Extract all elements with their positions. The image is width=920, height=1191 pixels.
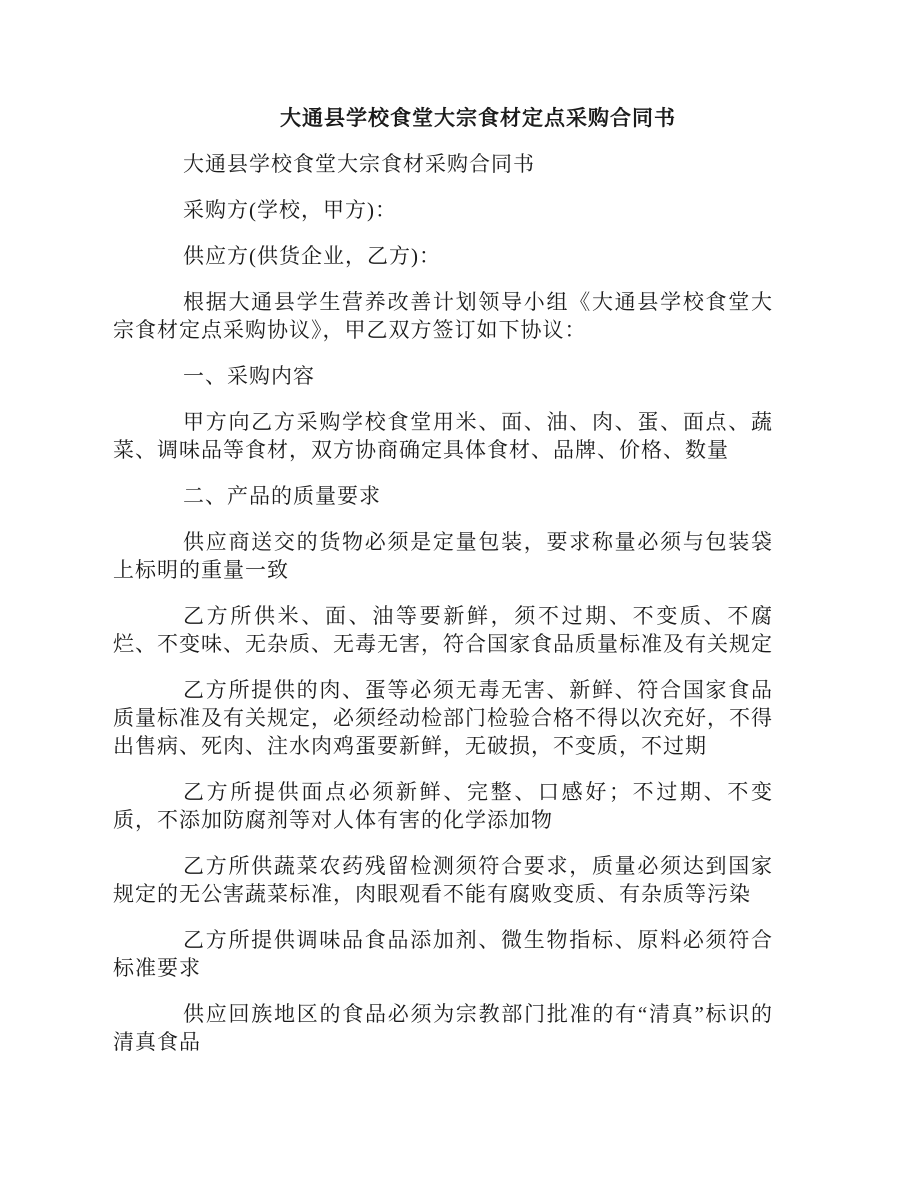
paragraph-preamble: 根据大通县学生营养改善计划领导小组《大通县学校食堂大宗食材定点采购协议》，甲乙双方签订如下协议： [113,290,773,342]
paragraph-purchaser: 采购方(学校，甲方)： [183,198,397,222]
paragraph-seasoning: 乙方所提供调味品食品添加剂、微生物指标、原料必须符合标准要求 [113,928,773,980]
paragraph-halal: 供应回族地区的食品必须为宗教部门批准的有“清真”标识的清真食品 [113,1002,773,1054]
paragraph-packaging: 供应商送交的货物必须是定量包装，要求称量必须与包装袋上标明的重量一致 [113,530,773,582]
paragraph-supplier: 供应方(供货企业，乙方)： [183,244,441,268]
paragraph-vegetables: 乙方所供蔬菜农药残留检测须符合要求，质量必须达到国家规定的无公害蔬菜标准，肉眼观看不能有腐败变质、有杂质等污染 [113,854,773,906]
document-title: 大通县学校食堂大宗食材定点采购合同书 [280,106,676,130]
paragraph-rice-flour-oil: 乙方所供米、面、油等要新鲜，须不过期、不变质、不腐烂、不变味、无杂质、无毒无害，符合国家食品质量标准及有关规定 [113,604,773,656]
paragraph-subtitle: 大通县学校食堂大宗食材采购合同书 [183,152,535,176]
section-heading-2: 二、产品的质量要求 [183,484,381,508]
paragraph-pastry: 乙方所提供面点必须新鲜、完整、口感好；不过期、不变质，不添加防腐剂等对人体有害的化学添加物 [113,780,773,832]
section-heading-1: 一、采购内容 [183,364,315,388]
paragraph-meat-eggs: 乙方所提供的肉、蛋等必须无毒无害、新鲜、符合国家食品质量标准及有关规定，必须经动检部门检验合格不得以次充好，不得出售病、死肉、注水肉鸡蛋要新鲜，无破损，不变质，不过期 [113,678,773,758]
document-content [113,104,773,1074]
paragraph-procurement-content: 甲方向乙方采购学校食堂用米、面、油、肉、蛋、面点、蔬菜、调味品等食材，双方协商确定具体食材、品牌、价格、数量 [113,410,773,462]
